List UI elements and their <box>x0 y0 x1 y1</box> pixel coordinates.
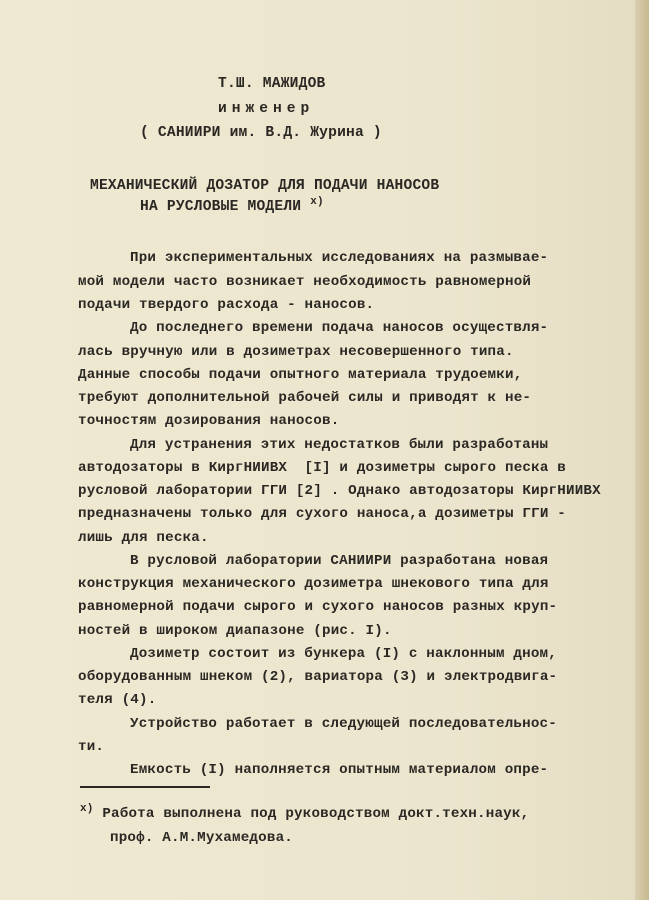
footnote-text-1: Работа выполнена под руководством докт.техн.наук, <box>102 806 530 822</box>
title-footnote-mark: x) <box>310 196 324 208</box>
body-line-19: оборудованным шнеком (2), вариатора (3) и электродвига- <box>78 669 558 685</box>
body-line-2: мой модели часто возникает необходимость равномерной <box>78 274 532 290</box>
body-line-20: теля (4). <box>78 692 157 708</box>
title-line-2-text: НА РУСЛОВЫЕ МОДЕЛИ <box>140 199 302 215</box>
body-line-23: Емкость (I) наполняется опытным материалом опре- <box>130 762 549 778</box>
body-line-18: Дозиметр состоит из бункера (I) с наклонным дном, <box>130 646 557 662</box>
footnote-line-2: проф. А.М.Мухамедова. <box>110 830 293 846</box>
author-position: инженер <box>218 101 315 117</box>
body-line-15: конструкция механического дозиметра шнекового типа для <box>78 576 549 592</box>
footnote-mark: x) <box>80 803 94 815</box>
body-line-12: предназначены только для сухого наноса,а дозиметры ГГИ - <box>78 506 566 522</box>
body-line-14: В русловой лаборатории САНИИРИ разработана новая <box>130 553 549 569</box>
body-line-6: Данные способы подачи опытного материала трудоемки, <box>78 367 523 383</box>
body-line-8: точностям дозирования наносов. <box>78 413 340 429</box>
title-line-1: МЕХАНИЧЕСКИЙ ДОЗАТОР ДЛЯ ПОДАЧИ НАНОСОВ <box>90 178 440 194</box>
body-line-7: требуют дополнительной рабочей силы и приводят к не- <box>78 390 532 406</box>
body-line-13: лишь для песка. <box>78 530 209 546</box>
body-line-5: лась вручную или в дозиметрах несовершенного типа. <box>78 344 514 360</box>
body-line-17: ностей в широком диапазоне (рис. I). <box>78 623 392 639</box>
author-organization: ( САНИИРИ им. В.Д. Журина ) <box>140 125 382 141</box>
footnote-line-1 <box>80 803 530 822</box>
body-line-4: До последнего времени подача наносов осуществля- <box>130 320 549 336</box>
body-line-9: Для устранения этих недостатков были разработаны <box>130 437 549 453</box>
body-line-22: ти. <box>78 739 105 755</box>
body-line-16: равномерной подачи сырого и сухого наносов разных круп- <box>78 599 558 615</box>
body-line-11: русловой лаборатории ГГИ [2] . Однако автодозаторы КиргНИИВХ <box>78 483 601 499</box>
page-edge-shadow <box>635 0 649 900</box>
footnote-separator <box>80 786 210 788</box>
body-line-21: Устройство работает в следующей последовательнос- <box>130 716 557 732</box>
body-line-3: подачи твердого расхода - наносов. <box>78 297 375 313</box>
author-name: Т.Ш. МАЖИДОВ <box>218 76 326 92</box>
body-line-1: При экспериментальных исследованиях на размывае- <box>130 250 549 266</box>
title-line-2 <box>140 196 324 215</box>
body-line-10: автодозаторы в КиргНИИВХ [I] и дозиметры сырого песка в <box>78 460 566 476</box>
